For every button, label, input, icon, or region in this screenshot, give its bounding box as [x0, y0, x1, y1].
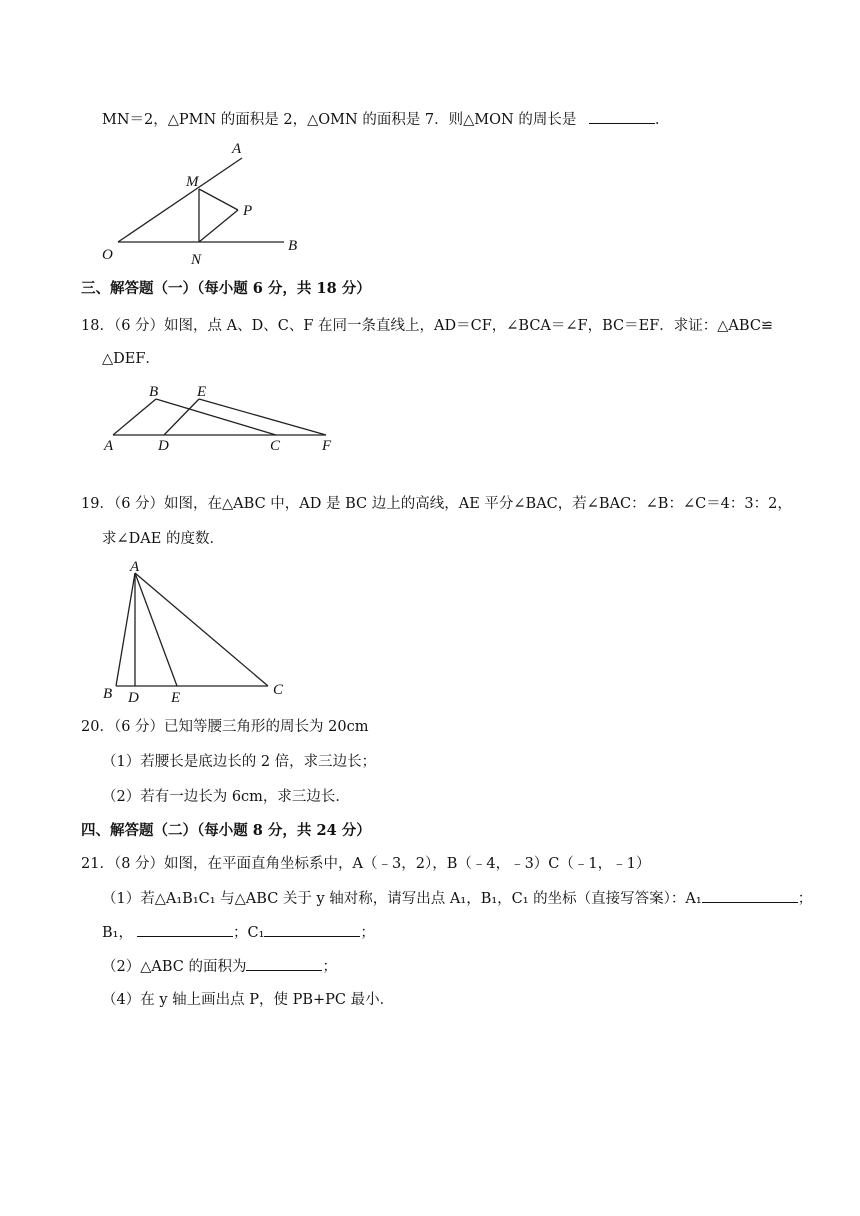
q17-line: MN＝2，△PMN 的面积是 2，△OMN 的面积是 7．则△MON 的周长是	[102, 112, 577, 128]
q21-line3-end: ；	[360, 925, 375, 941]
q20-line1: 20．（6 分）已知等腰三角形的周长为 20cm	[81, 719, 369, 735]
q21-c1-blank	[264, 922, 360, 937]
section-4-heading: 四、解答题（二）（每小题 8 分，共 24 分）	[81, 822, 371, 839]
q21-line3	[102, 922, 375, 943]
section-3-heading: 三、解答题（一）（每小题 6 分，共 18 分）	[81, 280, 371, 297]
q21-b1-blank	[137, 922, 233, 937]
q17-label-n: N	[191, 252, 202, 268]
q18-line2: △DEF．	[102, 351, 160, 367]
q21-area-text: （2）△ABC 的面积为	[102, 959, 247, 975]
q19-label-e: E	[171, 690, 181, 706]
q21-line5: （4）在 y 轴上画出点 P，使 PB+PC 最小．	[102, 992, 395, 1008]
q18-label-a: A	[104, 438, 114, 454]
q19-label-b: B	[103, 686, 113, 702]
q19-line2: 求∠DAE 的度数．	[102, 531, 224, 547]
q18-label-e: E	[197, 384, 207, 400]
q21-line2	[102, 888, 812, 909]
q21-area-end: ；	[322, 959, 337, 975]
q19-label-a: A	[130, 559, 140, 575]
q21-part1-text: （1）若△A₁B₁C₁ 与△ABC 关于 y 轴对称，请写出点 A₁，B₁，C₁ 的坐标（直接写答案）：A₁	[102, 891, 702, 907]
q20-line2: （1）若腰长是底边长的 2 倍，求三边长；	[102, 754, 377, 770]
q17-label-o: O	[102, 247, 113, 263]
q17-label-a: A	[232, 141, 242, 157]
q21-b1-label: B₁，	[102, 925, 133, 941]
q21-line4	[102, 956, 337, 977]
q17-end: ．	[654, 112, 670, 128]
q21-line1: 21．（8 分）如图，在平面直角坐标系中，A（﹣3，2），B（﹣4，﹣3）C（﹣1，﹣1）	[81, 856, 651, 872]
q19-segment-ae	[135, 573, 177, 686]
q19-segment-ac	[135, 573, 268, 686]
q19-line1: 19．（6 分）如图，在△ABC 中，AD 是 BC 边上的高线，AE 平分∠BAC，若∠BAC：∠B：∠C＝4：3：2，	[81, 496, 792, 512]
q21-area-blank	[246, 956, 322, 971]
q17-label-b: B	[288, 238, 298, 254]
q18-label-b: B	[149, 384, 159, 400]
q19-segment-ab	[116, 573, 135, 686]
q19-label-c: C	[273, 682, 284, 698]
q21-a1-blank	[702, 888, 798, 903]
q17-label-m: M	[186, 174, 199, 190]
q21-c1-label: ；C₁	[232, 925, 265, 941]
q17-label-p: P	[243, 203, 253, 219]
q18-label-d: D	[158, 438, 169, 454]
q20-line3: （2）若有一边长为 6cm，求三边长．	[102, 789, 350, 805]
q18-label-c: C	[270, 438, 281, 454]
q19-label-d: D	[128, 690, 139, 706]
q18-label-f: F	[322, 438, 332, 454]
q18-line1: 18．（6 分）如图，点 A、D、C、F 在同一条直线上，AD＝CF，∠BCA＝∠F，BC＝EF．求证：△ABC≌	[81, 318, 774, 334]
q21-part1-end: ；	[797, 891, 813, 907]
